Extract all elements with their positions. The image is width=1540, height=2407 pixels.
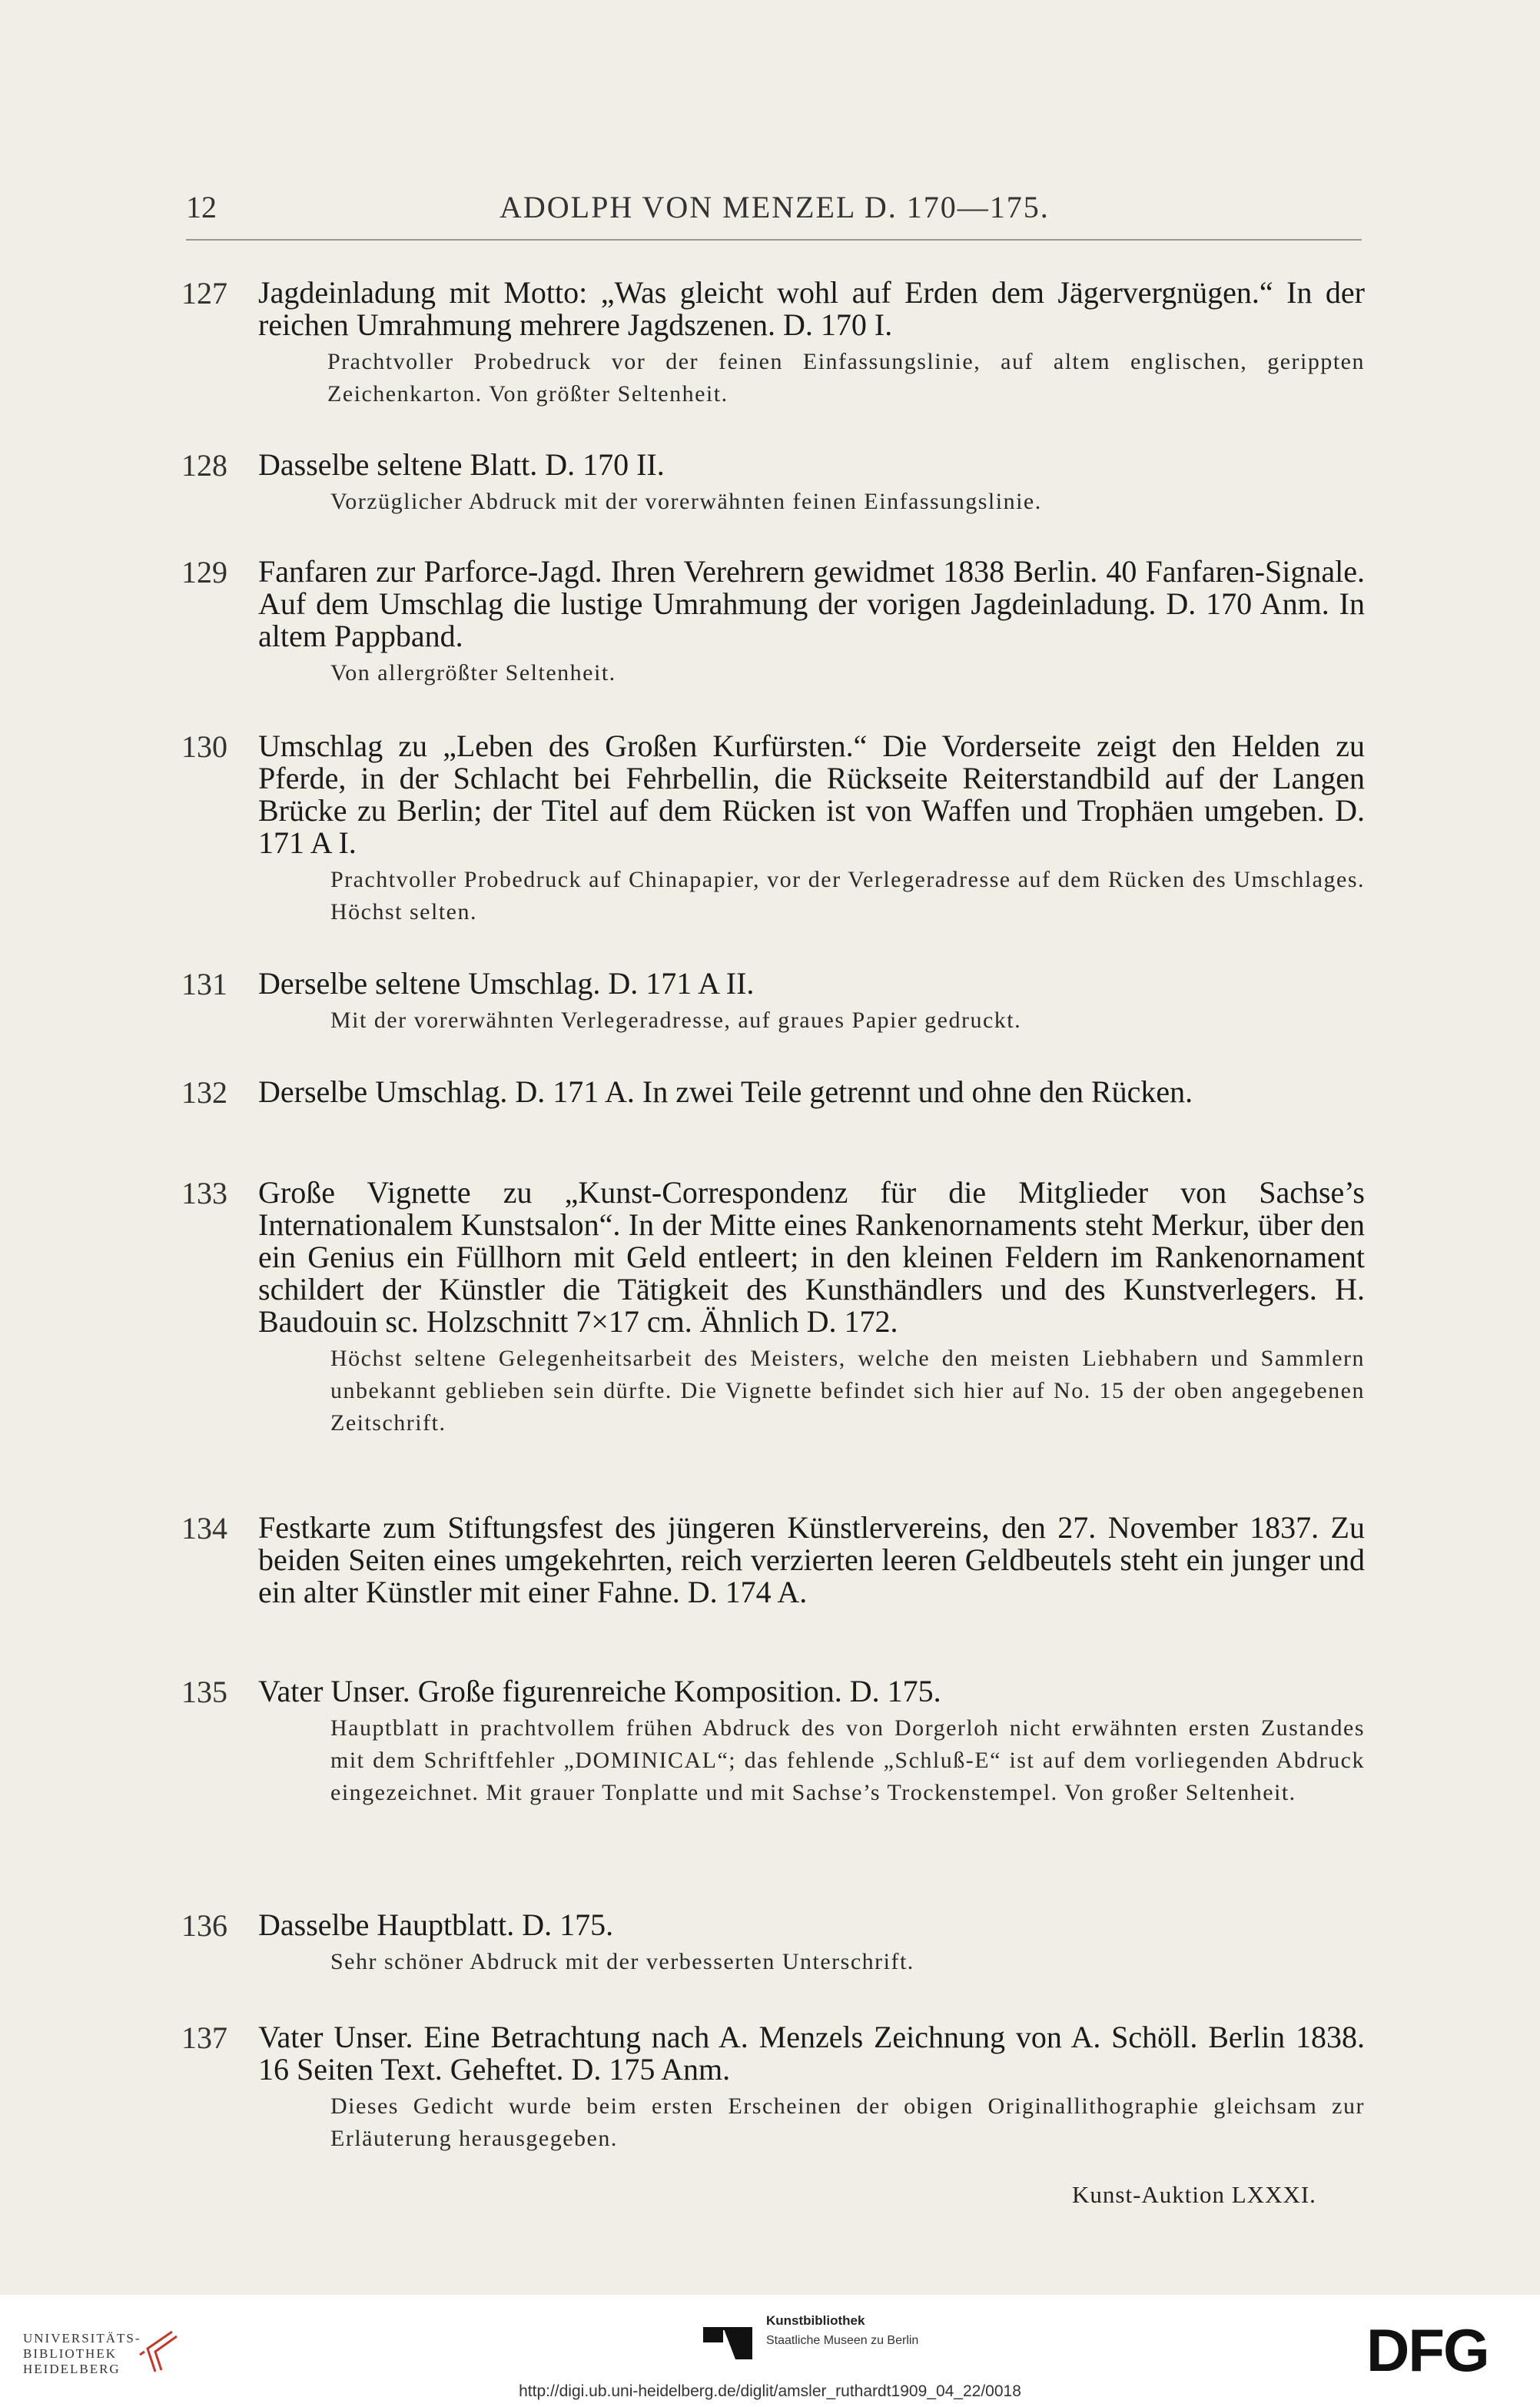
entry-number: 136 [181,1908,227,1943]
catalog-entry-132 [181,1076,1365,1108]
dfg-logo[interactable]: DFG [1366,2316,1489,2384]
university-line: UNIVERSITÄTS- [23,2331,141,2346]
entry-description: Derselbe seltene Umschlag. D. 171 A II. [258,966,755,1001]
kunstbibliothek-title[interactable]: Kunstbibliothek [766,2313,865,2328]
entry-number: 128 [181,448,227,483]
catalog-entry-127 [181,277,1365,410]
source-url-link[interactable]: http://digi.ub.uni-heidelberg.de/diglit/amsler_ruthardt1909_04_22/0018 [519,2382,1021,2400]
entry-description: Jagdeinladung mit Motto: „Was gleicht wohl auf Erden dem Jägervergnügen.“ In der reichen Umrahmung mehrere Jagdszenen. D. 170 I. [258,275,1365,342]
entry-note: Von allergrößter Seltenheit. [330,660,616,686]
entry-note: Mit der vorerwähnten Verlegeradresse, auf graues Papier gedruckt. [330,1008,1022,1033]
entry-note: Hauptblatt in prachtvollem frühen Abdruck des von Dorgerloh nicht erwähnten ersten Zustandes mit dem Schriftfehler „DOMINICAL“; das fehlende „Schluß-E“ ist auf dem vorliegenden Abdruck eingezeichnet. Mit grauer Tonplatte und mit Sachse’s Trockenstempel. Von großer Seltenheit. [330,1715,1365,1805]
catalog-entry-128 [181,449,1365,518]
entry-description: Vater Unser. Große figurenreiche Komposition. D. 175. [258,1674,941,1708]
entry-number: 130 [181,729,227,764]
entry-description: Dasselbe seltene Blatt. D. 170 II. [258,447,665,482]
entry-number: 134 [181,1511,227,1545]
kunstbibliothek-logo-icon[interactable] [702,2319,754,2362]
page-number: 12 [186,190,217,224]
entry-number: 131 [181,967,227,1001]
running-title: ADOLPH VON MENZEL D. 170—175. [500,190,1050,224]
entry-note: Prachtvoller Probedruck auf Chinapapier, vor der Verlegeradresse auf dem Rücken des Umschlages. Höchst selten. [330,867,1365,925]
entry-number: 137 [181,2020,227,2055]
university-library-logo-text[interactable] [23,2331,141,2377]
catalog-entry-133 [181,1177,1365,1439]
catalog-entry-130 [181,730,1365,928]
catalog-entry-136 [181,1909,1365,1978]
entry-description: Vater Unser. Eine Betrachtung nach A. Menzels Zeichnung von A. Schöll. Berlin 1838. 16 Seiten Text. Geheftet. D. 175 Anm. [258,2020,1365,2087]
entry-description: Dasselbe Hauptblatt. D. 175. [258,1907,614,1942]
entry-description: Große Vignette zu „Kunst-Correspondenz für die Mitglieder von Sachse’s Internationalem Kunstsalon“. In der Mitte eines Rankenornaments steht Merkur, über den ein Genius ein Füllhorn mit Geld entleert; in den kleinen Feldern im Rankenornament schildert der Künstler die Tätigkeit des Kunsthändlers und des Kunstverlegers. H. Baudouin sc. Holzschnitt 7×17 cm. Ähnlich D. 172. [258,1175,1365,1339]
catalog-entry-129 [181,556,1365,689]
entry-description: Umschlag zu „Leben des Großen Kurfürsten.“ Die Vorderseite zeigt den Helden zu Pferde, in der Schlacht bei Fehrbellin, die Rückseite Reiterstandbild auf der Langen Brücke zu Berlin; der Titel auf dem Rücken ist von Waffen und Trophäen umgeben. D. 171 A I. [258,729,1365,860]
entry-note: Vorzüglicher Abdruck mit der vorerwähnten feinen Einfassungslinie. [330,489,1042,514]
university-seal-icon[interactable] [138,2329,188,2375]
entry-number: 129 [181,555,227,589]
entry-note: Höchst seltene Gelegenheitsarbeit des Meisters, welche den meisten Liebhabern und Sammlern unbekannt geblieben sein dürfte. Die Vignette befindet sich hier auf No. 15 der oben angegebenen Zeitschrift. [330,1346,1365,1436]
entry-number: 133 [181,1176,227,1210]
catalog-entry-135 [181,1675,1365,1809]
catalog-entry-134 [181,1512,1365,1609]
entry-number: 127 [181,276,227,310]
kunstbibliothek-subtitle: Staatliche Museen zu Berlin [766,2334,919,2347]
entry-note: Prachtvoller Probedruck vor der feinen Einfassungslinie, auf altem englischen, gerippten Zeichenkarton. Von größter Seltenheit. [327,349,1365,407]
entry-note: Sehr schöner Abdruck mit der verbesserten Unterschrift. [330,1949,914,1974]
university-line: BIBLIOTHEK [23,2346,117,2361]
university-line: HEIDELBERG [23,2362,121,2376]
catalog-entry-137 [181,2021,1365,2155]
entry-number: 135 [181,1675,227,1709]
catalog-mark: Kunst-Auktion LXXXI. [1072,2181,1316,2208]
entry-number: 132 [181,1075,227,1110]
entry-description: Fanfaren zur Parforce-Jagd. Ihren Verehrern gewidmet 1838 Berlin. 40 Fanfaren-Signale. Auf dem Umschlag die lustige Umrahmung der vorigen Jagdeinladung. D. 170 Anm. In altem Pappband. [258,554,1365,653]
entry-description: Festkarte zum Stiftungsfest des jüngeren Künstlervereins, den 27. November 1837. Zu beiden Seiten eines umgekehrten, reich verzierten leeren Geldbeutels steht ein junger und ein alter Künstler mit einer Fahne. D. 174 A. [258,1510,1365,1609]
catalog-entry-131 [181,968,1365,1037]
entry-note: Dieses Gedicht wurde beim ersten Erscheinen der obigen Originallithographie gleichsam zur Erläuterung herausgegeben. [330,2093,1365,2151]
entry-description: Derselbe Umschlag. D. 171 A. In zwei Teile getrennt und ohne den Rücken. [258,1074,1193,1109]
header-rule [186,239,1362,241]
